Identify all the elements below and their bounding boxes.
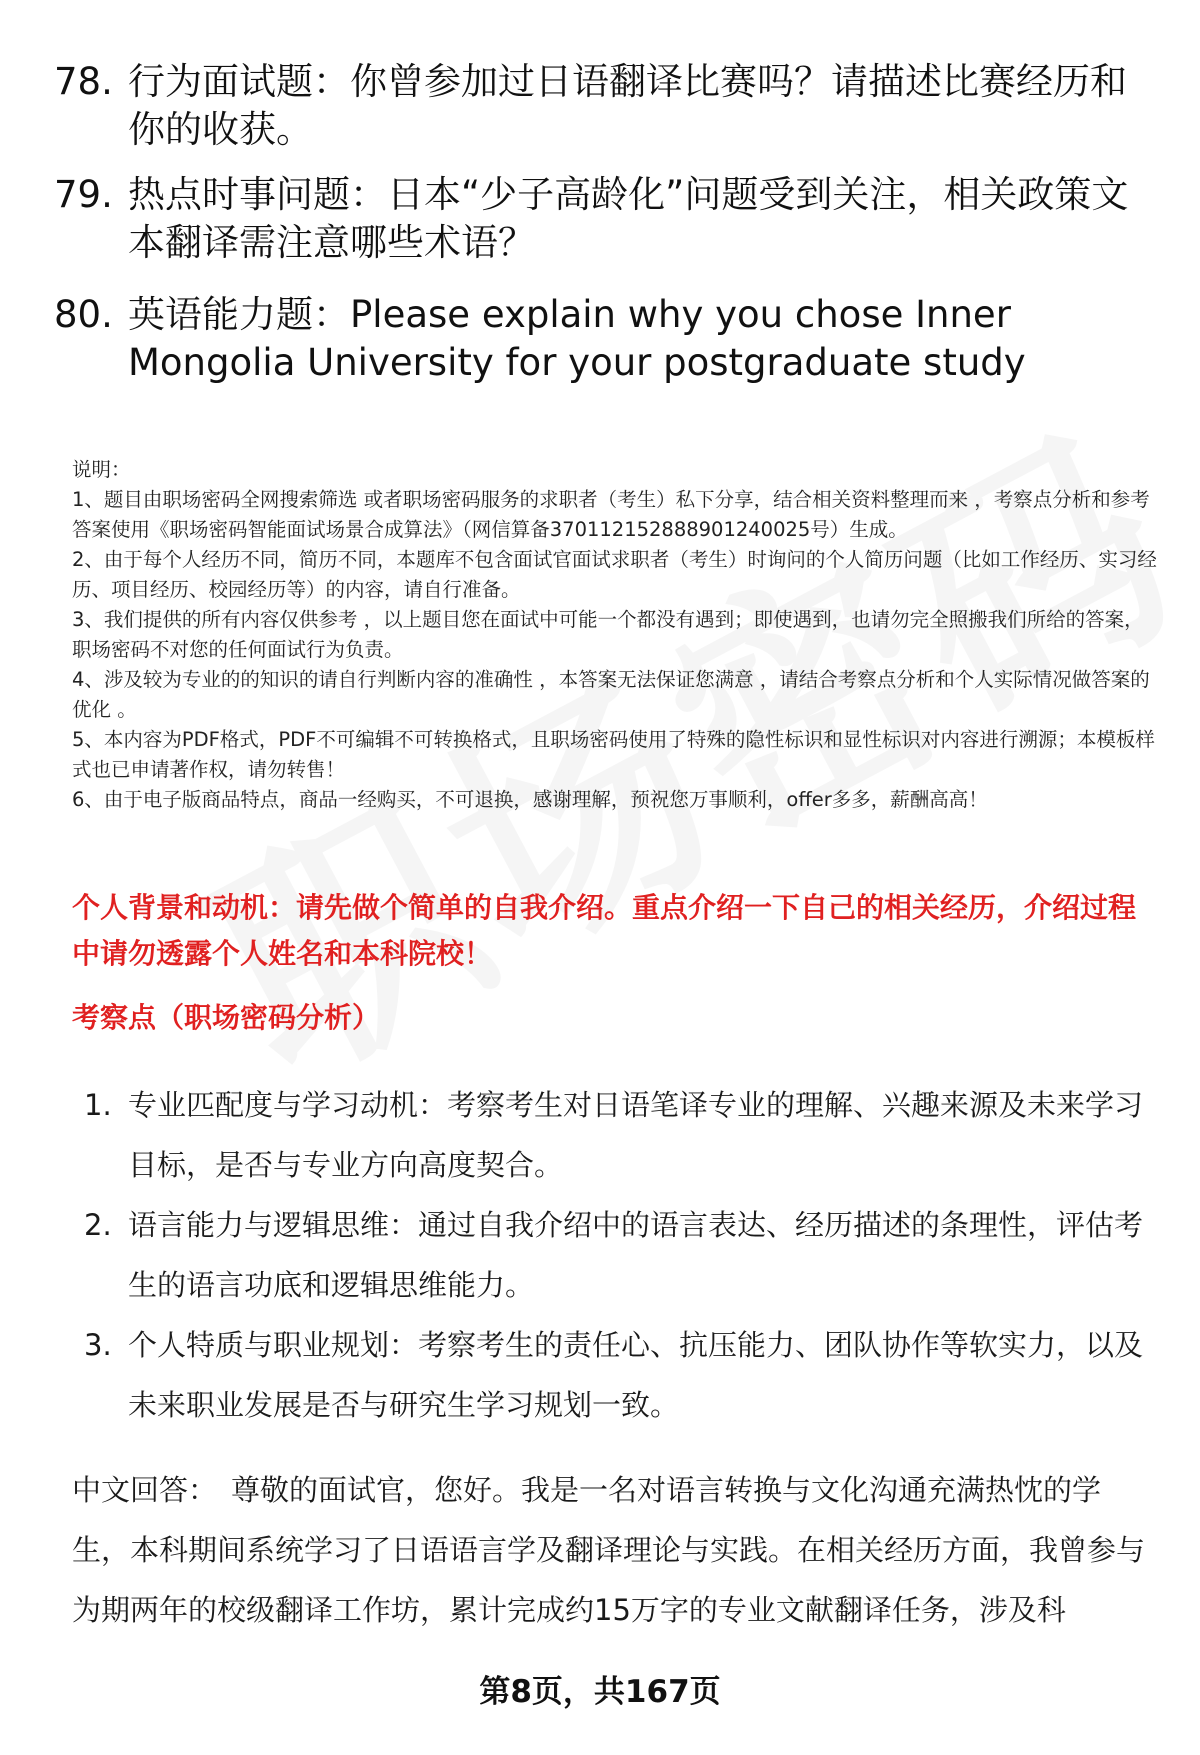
note-item: 2、由于每个人经历不同，简历不同，本题库不包含面试官面试求职者（考生）时询问的个人简历问题（比如工作经历、实习经历、项目经历、校园经历等）的内容，请自行准备。	[72, 548, 1157, 601]
analysis-item-number: 2.	[84, 1208, 112, 1242]
analysis-item	[84, 1195, 1154, 1315]
question-text: 英语能力题：Please explain why you chose Inner Mongolia University for your postgraduate study	[128, 293, 1026, 384]
analysis-item	[84, 1315, 1154, 1435]
question-80	[54, 291, 1144, 387]
question-number: 78.	[54, 60, 113, 103]
question-number: 79.	[54, 173, 113, 216]
note-item: 5、本内容为PDF格式，PDF不可编辑不可转换格式，且职场密码使用了特殊的隐性标识和显性标识对内容进行溯源；本模板样式也已申请著作权，请勿转售！	[72, 728, 1155, 781]
note-item: 4、涉及较为专业的的知识的请自行判断内容的准确性 ，本答案无法保证您满意 ，请结合考察点分析和个人实际情况做答案的优化 。	[72, 668, 1150, 721]
page-footer: 第8页，共167页	[479, 1674, 721, 1710]
analysis-item-number: 1.	[84, 1088, 112, 1122]
notes-section	[72, 455, 1162, 815]
answer-section	[72, 1460, 1152, 1640]
answer-label: 中文回答：	[72, 1473, 218, 1507]
main-question: 个人背景和动机：请先做个简单的自我介绍。重点介绍一下自己的相关经历，介绍过程中请勿透露个人姓名和本科院校！	[72, 891, 1137, 970]
analysis-item	[84, 1075, 1154, 1195]
analysis-item-text: 语言能力与逻辑思维：通过自我介绍中的语言表达、经历描述的条理性，评估考生的语言功底和逻辑思维能力。	[128, 1208, 1144, 1302]
question-text: 热点时事问题：日本“少子高龄化”问题受到关注，相关政策文本翻译需注意哪些术语？	[128, 173, 1129, 264]
note-item: 1、题目由职场密码全网搜索筛选 或者职场密码服务的求职者（考生）私下分享，结合相关资料整理而来 ，考察点分析和参考答案使用《职场密码智能面试场景合成算法》（网信算备370112152888901240025号）生成。	[72, 488, 1150, 541]
notes-title: 说明：	[72, 458, 131, 481]
analysis-item-text: 个人特质与职业规划：考察考生的责任心、抗压能力、团队协作等软实力，以及未来职业发展是否与研究生学习规划一致。	[128, 1328, 1144, 1422]
analysis-list	[84, 1075, 1154, 1435]
analysis-item-number: 3.	[84, 1328, 112, 1362]
analysis-item-text: 专业匹配度与学习动机：考察考生对日语笔译专业的理解、兴趣来源及未来学习目标，是否与专业方向高度契合。	[128, 1088, 1144, 1182]
note-item: 3、我们提供的所有内容仅供参考 ，以上题目您在面试中可能一个都没有遇到；即使遇到，也请勿完全照搬我们所给的答案，职场密码不对您的任何面试行为负责。	[72, 608, 1144, 661]
question-79	[54, 171, 1144, 267]
note-item: 6、由于电子版商品特点，商品一经购买，不可退换，感谢理解，预祝您万事顺利，offer多多，薪酬高高！	[72, 788, 988, 811]
question-text: 行为面试题：你曾参加过日语翻译比赛吗？请描述比赛经历和你的收获。	[128, 60, 1127, 151]
question-78	[54, 58, 1144, 154]
answer-text: 尊敬的面试官，您好。我是一名对语言转换与文化沟通充满热忱的学生，本科期间系统学习了日语语言学及翻译理论与实践。在相关经历方面，我曾参与为期两年的校级翻译工作坊，累计完成约15万字的专业文献翻译任务，涉及科	[72, 1473, 1146, 1627]
analysis-heading: 考察点（职场密码分析）	[72, 1001, 381, 1034]
question-number: 80.	[54, 293, 113, 336]
